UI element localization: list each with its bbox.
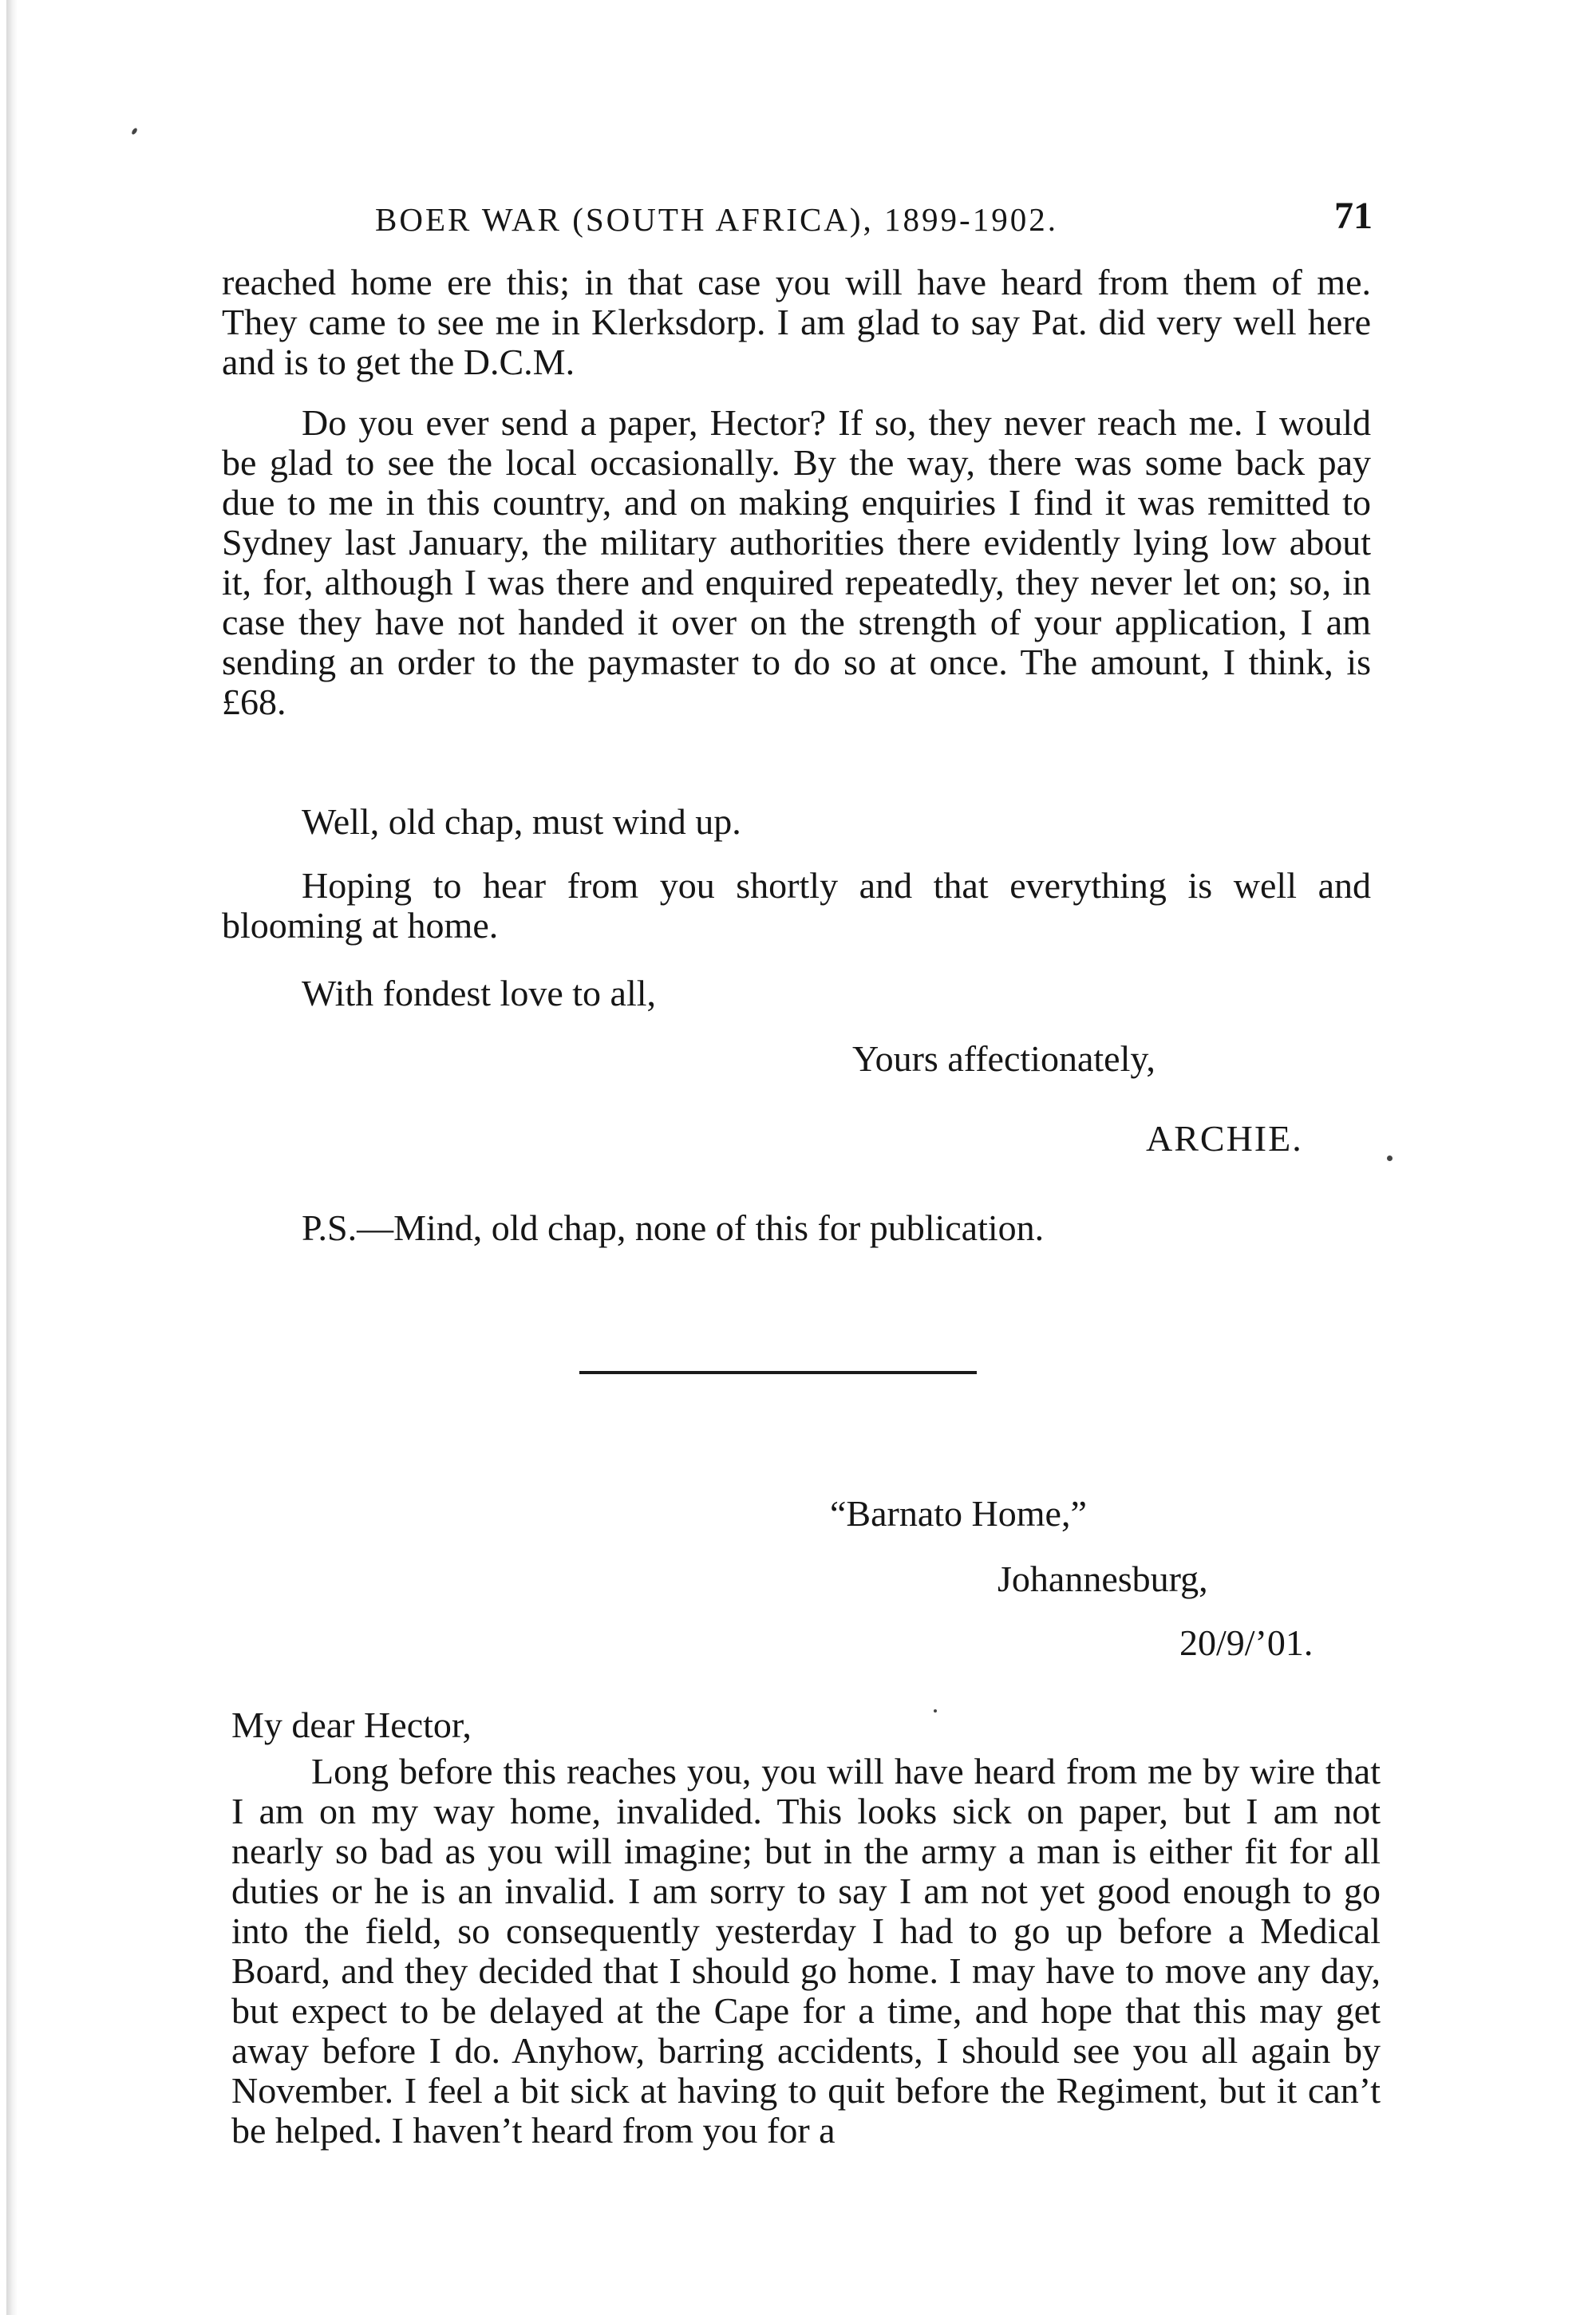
running-title: BOER WAR (SOUTH AFRICA), 1899-1902. — [375, 201, 1058, 238]
letter2-salutation: My dear Hector, — [231, 1705, 472, 1745]
page-edge-shadow — [6, 0, 18, 2315]
ink-speck — [934, 1709, 937, 1713]
letter1-signature: ARCHIE. — [1146, 1118, 1303, 1159]
page-number: 71 — [1334, 195, 1373, 237]
letter1-paragraph-paper: Do you ever send a paper, Hector? If so, they never reach me. I would be glad to see the local occasionally. By the way, there was some back pay due to me in this country, and on making enquiries I find it was remitted to Sydney last January, the military authorities there evidently lying low about it, for, although I was there and enquired repeatedly, they never let on; so, in case they have not handed it over on the strength of your application, I am sending an order to the paymaster to do so at once. The amount, I think, is £68. — [222, 402, 1371, 722]
letter1-continuation: reached home ere this; in that case you will have heard from them of me. They came to see me in Klerksdorp. I am glad to say Pat. did very well here and is to get the D.C.M. — [222, 262, 1371, 382]
letter1-wind-up: Well, old chap, must wind up. — [302, 801, 741, 842]
letter1-hoping: Hoping to hear from you shortly and that everything is well and blooming at home. — [222, 865, 1371, 946]
letter1-fondest: With fondest love to all, — [302, 973, 657, 1013]
letter1-closing: Yours affectionately, — [852, 1038, 1156, 1079]
ink-speck — [1387, 1156, 1393, 1161]
running-head — [375, 194, 1373, 242]
letter2-address-line1: “Barnato Home,” — [830, 1493, 1087, 1534]
section-divider — [579, 1371, 977, 1374]
letter2-date: 20/9/’01. — [1179, 1622, 1314, 1663]
ink-speck — [131, 127, 138, 135]
letter2-address-line2: Johannesburg, — [998, 1558, 1208, 1599]
letter1-postscript: P.S.—Mind, old chap, none of this for publication. — [302, 1207, 1045, 1248]
letter2-body: Long before this reaches you, you will have heard from me by wire that I am on my way home, invalided. This looks sick on paper, but I am not nearly so bad as you will imagine; but in the army a man is either fit for all duties or he is an invalid. I am sorry to say I am not yet good enough to go into the field, so consequently yesterday I had to go up before a Medical Board, and they decided that I should go home. I may have to move any day, but expect to be delayed at the Cape for a time, and hope that this may get away before I do. Anyhow, barring accidents, I should see you all again by November. I feel a bit sick at having to quit before the Regiment, but it can’t be helped. I haven’t heard from you for a — [231, 1751, 1381, 2151]
